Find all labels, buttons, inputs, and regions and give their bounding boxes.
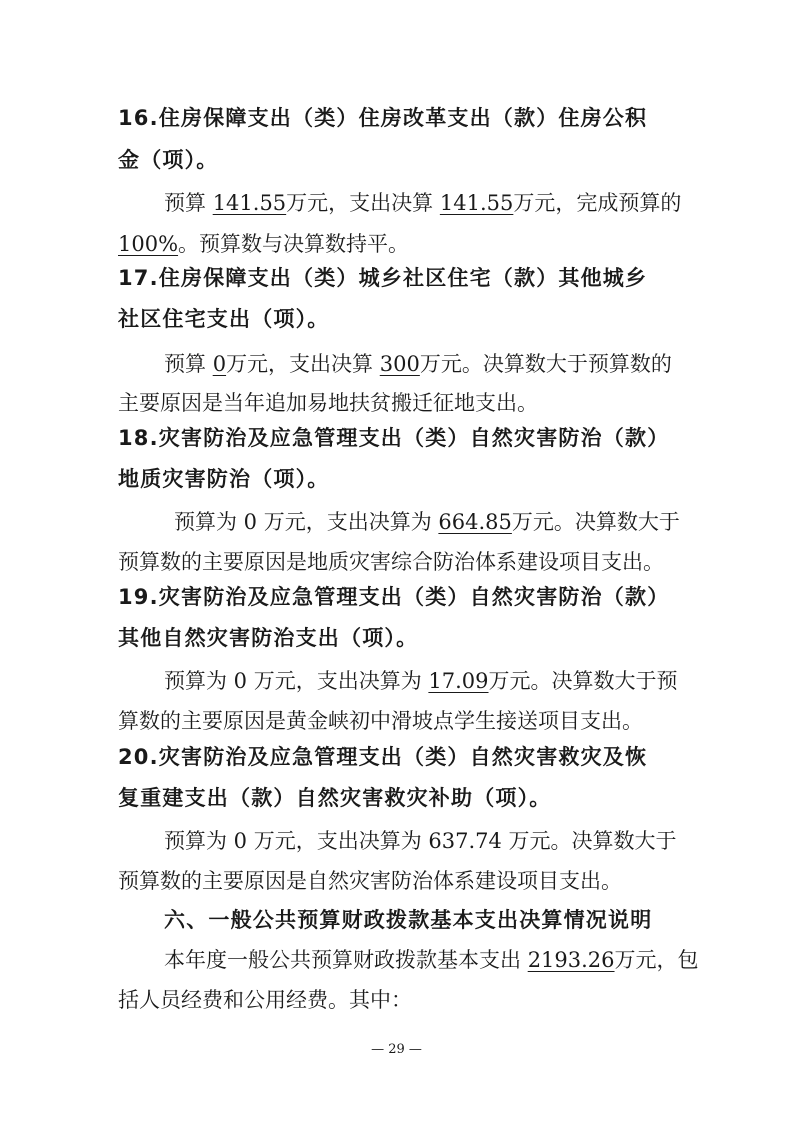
completion-rate: 100% bbox=[118, 232, 179, 256]
actual-value: 300 bbox=[379, 352, 420, 376]
section-paragraph: 本年度一般公共预算财政拨款基本支出 2193.26万元，包 bbox=[164, 948, 699, 972]
item-19-heading-cont: 其他自然灾害防治支出（项）。 bbox=[118, 626, 419, 650]
item-17-paragraph-cont: 主要原因是当年追加易地扶贫搬迁征地支出。 bbox=[118, 391, 538, 415]
item-19-heading: 19.灾害防治及应急管理支出（类）自然灾害防治（款） bbox=[118, 585, 670, 609]
item-18-heading: 18.灾害防治及应急管理支出（类）自然灾害防治（款） bbox=[118, 426, 670, 450]
item-16-paragraph-cont: 100%。预算数与决算数持平。 bbox=[118, 232, 410, 256]
item-20-heading: 20.灾害防治及应急管理支出（类）自然灾害救灾及恢 bbox=[118, 745, 648, 769]
actual-value: 664.85 bbox=[438, 510, 512, 534]
item-19-paragraph-cont: 算数的主要原因是黄金峡初中滑坡点学生接送项目支出。 bbox=[118, 709, 643, 733]
budget-value: 0 bbox=[212, 352, 227, 376]
item-19-paragraph: 预算为 0 万元，支出决算为 17.09万元。决算数大于预 bbox=[164, 669, 678, 693]
item-17-paragraph: 预算 0万元，支出决算 300万元。决算数大于预算数的 bbox=[164, 352, 672, 376]
section-paragraph-cont: 括人员经费和公用经费。其中： bbox=[118, 988, 412, 1012]
item-17-heading: 17.住房保障支出（类）城乡社区住宅（款）其他城乡 bbox=[118, 266, 648, 290]
budget-value: 141.55 bbox=[212, 191, 287, 215]
item-18-paragraph-cont: 预算数的主要原因是地质灾害综合防治体系建设项目支出。 bbox=[118, 550, 664, 574]
section-title: 六、一般公共预算财政拨款基本支出决算情况说明 bbox=[164, 908, 653, 932]
item-20-paragraph-cont: 预算数的主要原因是自然灾害防治体系建设项目支出。 bbox=[118, 869, 622, 893]
item-16-heading-cont: 金（项）。 bbox=[118, 148, 219, 172]
item-18-paragraph: 预算为 0 万元，支出决算为 664.85万元。决算数大于 bbox=[174, 510, 680, 534]
actual-value: 17.09 bbox=[428, 669, 489, 693]
actual-value: 141.55 bbox=[439, 191, 514, 215]
item-17-heading-cont: 社区住宅支出（项）。 bbox=[118, 307, 330, 331]
item-20-paragraph: 预算为 0 万元，支出决算为 637.74 万元。决算数大于 bbox=[164, 829, 677, 853]
item-18-heading-cont: 地质灾害防治（项）。 bbox=[118, 467, 330, 491]
item-20-heading-cont: 复重建支出（款）自然灾害救灾补助（项）。 bbox=[118, 786, 552, 810]
item-16-paragraph: 预算 141.55万元，支出决算 141.55万元，完成预算的 bbox=[164, 191, 682, 215]
basic-expenditure-value: 2193.26 bbox=[527, 948, 615, 972]
page-number: — 29 — bbox=[371, 1042, 422, 1057]
item-16-heading: 16.住房保障支出（类）住房改革支出（款）住房公积 bbox=[118, 106, 648, 130]
